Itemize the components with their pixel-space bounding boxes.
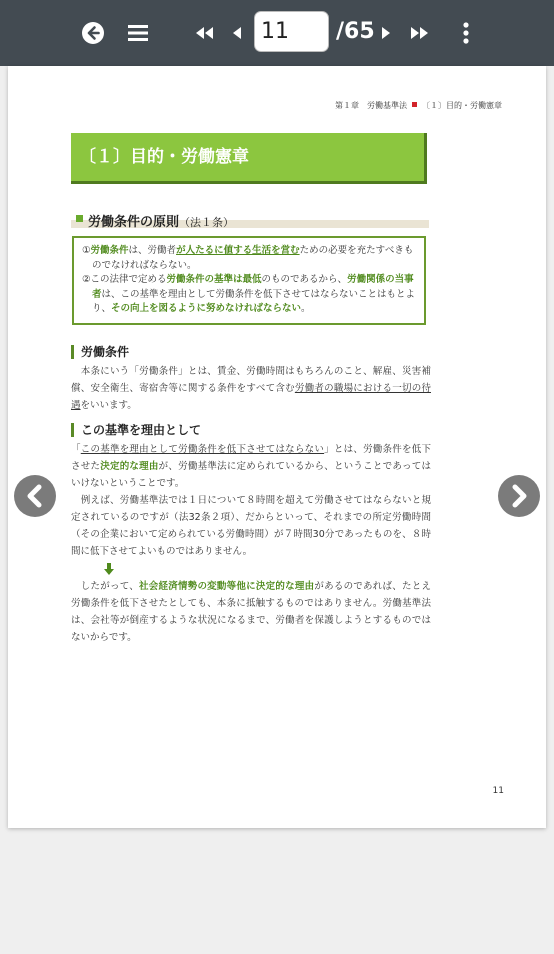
prev-page-side-button[interactable] <box>14 475 56 517</box>
document-page <box>8 66 546 828</box>
chevron-right-icon <box>509 484 529 508</box>
section-heading <box>71 211 429 228</box>
red-square-marker <box>412 102 417 107</box>
subheading-working-conditions: 労働条件 <box>71 345 129 359</box>
section-title: 労働条件の原則 <box>88 215 180 230</box>
next-page-button[interactable] <box>377 13 395 53</box>
page-number: 11 <box>492 786 504 796</box>
last-page-icon <box>409 25 429 41</box>
chapter-title: 〔１〕目的・労働憲章 <box>79 147 249 167</box>
page-number-input[interactable] <box>254 11 329 52</box>
more-button[interactable] <box>456 13 476 53</box>
next-page-side-button[interactable] <box>498 475 540 517</box>
statute-box <box>72 236 426 325</box>
last-page-button[interactable] <box>406 13 432 53</box>
back-button[interactable] <box>78 13 108 53</box>
running-head-chapter: 第１章 労働基準法 <box>335 101 407 110</box>
statute-item-1: ①労働条件は、労働者が人たるに値する生活を営むための必要を充たすべきものでなければならない。 <box>82 245 414 271</box>
paragraph-3: 例えば、労働基準法では１日について８時間を超えて労働させてはならないと規定されているのですが（法32条２項）、だからといって、それまでの所定労働時間（その企業において定められている労働時間）が７時間30分であったものを、８時間に低下させてよいものではありません。 <box>71 495 431 557</box>
green-square-marker <box>76 215 83 222</box>
running-head-section: 〔１〕目的・労働憲章 <box>422 101 502 110</box>
paragraph-1: 本条にいう「労働条件」とは、賃金、労働時間はもちろんのこと、解雇、災害補償、安全衛生、寄宿舎等に関する条件をすべて含む労働者の職場における一切の待遇をいいます。 <box>71 366 431 411</box>
page-total: /65 <box>336 19 375 44</box>
first-page-button[interactable] <box>192 13 218 53</box>
section-ref: （法１条） <box>179 216 235 229</box>
back-icon <box>81 21 105 45</box>
statute-item-2: ②この法律で定める労働条件の基準は最低のものであるから、労働関係の当事者は、この基準を理由として労働条件を低下させてはならないことはもとより、その向上を図るように努めなければならない。 <box>82 274 416 314</box>
chapter-title-band <box>71 133 427 184</box>
more-icon <box>462 22 470 44</box>
menu-icon <box>127 23 149 43</box>
prev-page-icon <box>231 25 243 41</box>
prev-page-button[interactable] <box>228 13 246 53</box>
arrow-down-icon <box>104 563 114 575</box>
chevron-left-icon <box>25 484 45 508</box>
toolbar <box>0 0 554 66</box>
running-head <box>335 100 502 111</box>
paragraph-2: 「この基準を理由として労働条件を低下させてはならない」とは、労働条件を低下させた決定的な理由が、労働基準法に定められているから、ということであってはいけないということです。 <box>71 444 431 489</box>
menu-button[interactable] <box>124 13 152 53</box>
first-page-icon <box>195 25 215 41</box>
next-page-icon <box>380 25 392 41</box>
subheading-standard-reason: この基準を理由として <box>71 423 201 437</box>
paragraph-4: したがって、社会経済情勢の変動等他に決定的な理由があるのであれば、たとえ労働条件を低下させたとしても、本条に抵触するものではありません。労働基準法は、会社等が倒産するような状況になるまで、労働者を保護しようとするものではないからです。 <box>71 581 431 643</box>
